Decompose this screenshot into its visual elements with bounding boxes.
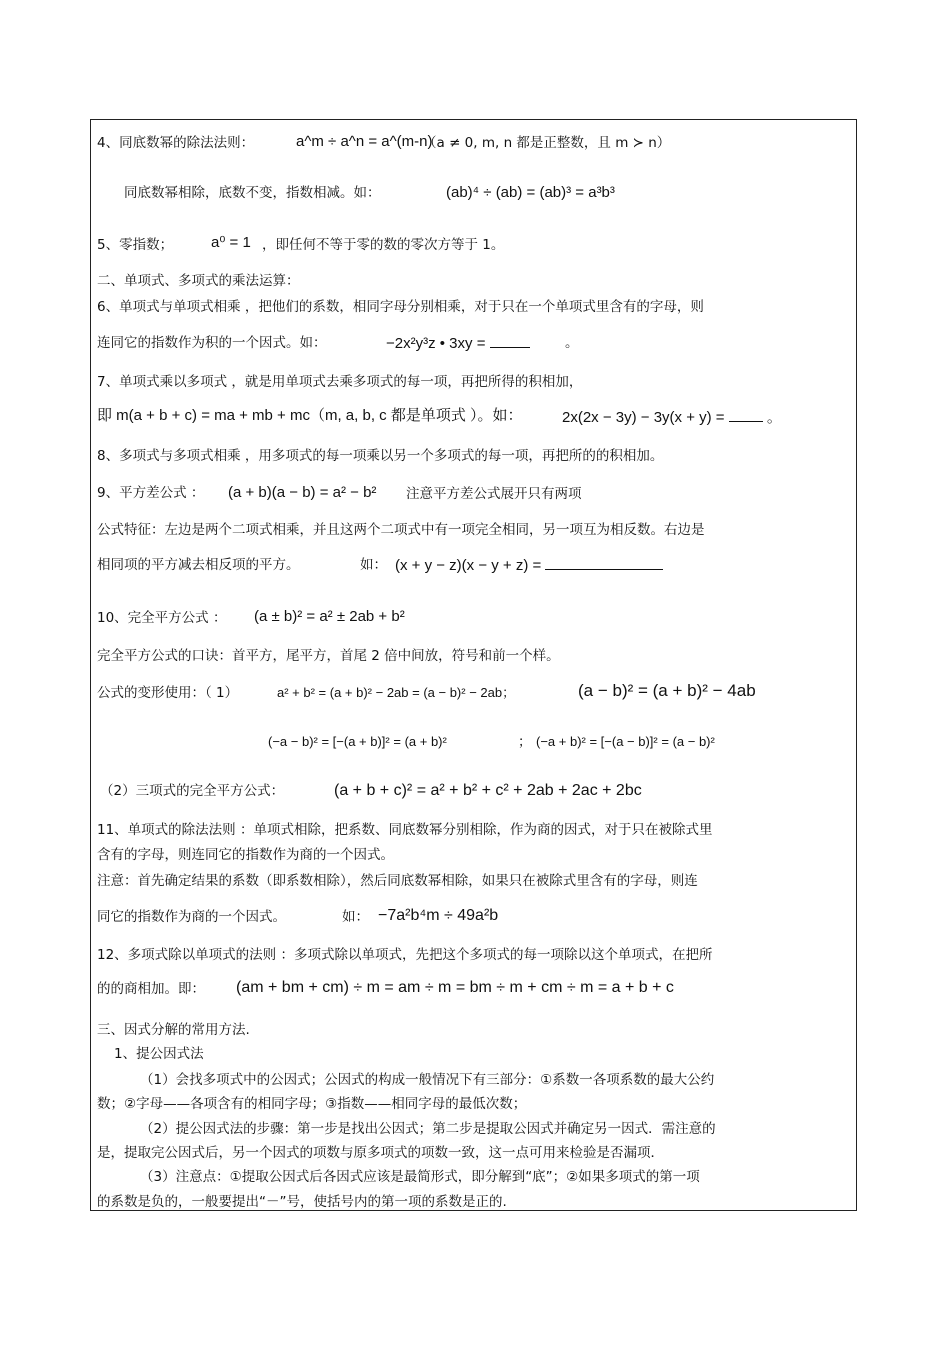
rule-6-example-wrap xyxy=(386,333,530,353)
rule-7-line2: 即 m(a + b + c) = ma + mb + mc（m, a, b, c 都是单项式 ）。如： xyxy=(97,407,523,424)
rule-11-line1: 11、单项式的除法法则 ：单项式相除，把系数、同底数幂分别相除，作为商的因式，对于只在被除式里 xyxy=(97,822,713,838)
rule-10-trinomial-label: （2）三项式的完全平方公式： xyxy=(100,783,285,799)
rule-7-line1: 7、单项式乘以多项式 ，就是用单项式去乘多项式的每一项，再把所得的积相加， xyxy=(97,374,583,390)
method-1-p2-line2: 是，提取完公因式后，另一个因式的项数与原多项式的项数一致，这一点可用来检验是否漏项． xyxy=(97,1145,664,1161)
rule-11-example-label: 如： xyxy=(342,909,369,925)
rule-11-example: −7a²b⁴m ÷ 49a²b xyxy=(378,907,499,924)
rule-9-example-wrap xyxy=(395,555,663,575)
method-1-p2-line1: （2）提公因式法的步骤：第一步是找出公因式；第二步是提取公因式并确定另一因式．需注意的 xyxy=(140,1121,716,1137)
rule-6-example: −2x²y³z • 3xy = xyxy=(386,335,486,352)
method-1-p1-line2: 数；②字母——各项含有的相同字母；③指数——相同字母的最低次数； xyxy=(97,1096,527,1112)
rule-9-example: (x + y − z)(x − y + z) = xyxy=(395,557,542,574)
rule-11-line2: 含有的字母，则连同它的指数作为商的一个因式。 xyxy=(97,847,394,863)
rule-4-line xyxy=(97,134,254,152)
rule-5-explain: ，即任何不等于零的数的零次方等于 1。 xyxy=(262,237,505,253)
rule-4-title: 4、同底数幂的除法法则： xyxy=(97,135,255,151)
method-1-title: 1、提公因式法 xyxy=(114,1046,204,1062)
method-1-p3-line2: 的系数是负的，一般要提出“－”号，使括号内的第一项的系数是正的. xyxy=(97,1194,507,1210)
rule-7-example-wrap xyxy=(562,407,782,427)
rule-5-title: 5、零指数； xyxy=(97,237,174,253)
rule-7-end: 。 xyxy=(766,409,782,426)
rule-10-variant-2: (a − b)² = (a + b)² − 4ab xyxy=(578,681,756,700)
method-1-p1-line1: （1）会找多项式中的公因式；公因式的构成一般情况下有三部分：①系数一各项系数的最大公约 xyxy=(140,1072,715,1088)
answer-blank xyxy=(545,555,663,570)
rule-12-line1: 12、多项式除以单项式的法则 ：多项式除以单项式，先把这个多项式的每一项除以这个单项式，在把所 xyxy=(97,947,713,963)
separator: ； xyxy=(518,734,532,750)
rule-6-line2: 连同它的指数作为积的一个因式。如： xyxy=(97,335,327,351)
method-1-p3-line1: （3）注意点：①提取公因式后各因式应该是最简形式，即分解到“底”；②如果多项式的第一项 xyxy=(140,1169,700,1185)
rule-10-variant-4: (−a + b)² = [−(a − b)]² = (a − b)² xyxy=(536,734,715,749)
rule-10-variant-1: a² + b² = (a + b)² − 2ab = (a − b)² − 2ab； xyxy=(277,685,516,700)
rule-9-note: 注意平方差公式展开只有两项 xyxy=(406,486,582,502)
rule-4-explain: 同底数幂相除，底数不变，指数相减。如： xyxy=(124,185,381,201)
rule-4-example: (ab)⁴ ÷ (ab) = (ab)³ = a³b³ xyxy=(446,184,615,201)
rule-11-note-2: 同它的指数作为商的一个因式。 xyxy=(97,909,286,925)
rule-4-condition: （a ≠ 0, m, n 都是正整数，且 m ≻ n） xyxy=(423,135,671,151)
rule-9-feature-2: 相同项的平方减去相反项的平方。 xyxy=(97,557,300,573)
rule-12-formula: (am + bm + cm) ÷ m = am ÷ m = bm ÷ m + cm ÷ m = a + b + c xyxy=(236,979,674,996)
rule-5-formula: a⁰ = 1 xyxy=(211,234,251,251)
rule-10-mnemonic: 完全平方公式的口诀：首平方，尾平方，首尾 2 倍中间放，符号和前一个样。 xyxy=(97,648,560,664)
rule-8-line: 8、多项式与多项式相乘 ，用多项式的每一项乘以另一个多项式的每一项，再把所的的积相加。 xyxy=(97,448,664,464)
rule-11-note: 注意：首先确定结果的系数（即系数相除），然后同底数幂相除，如果只在被除式里含有的字母，则连 xyxy=(97,873,698,889)
rule-10-variant-3: (−a − b)² = [−(a + b)]² = (a + b)² xyxy=(268,734,447,749)
rule-10-formula: (a ± b)² = a² ± 2ab + b² xyxy=(254,608,405,625)
answer-blank xyxy=(729,407,763,422)
rule-9-title: 9、平方差公式 ： xyxy=(97,485,205,501)
rule-9-formula: (a + b)(a − b) = a² − b² xyxy=(228,484,377,501)
rule-4-formula: a^m ÷ a^n = a^(m-n) xyxy=(296,133,433,150)
section-2-heading: 二、单项式、多项式的乘法运算： xyxy=(97,273,300,289)
rule-9-feature-1: 公式特征：左边是两个二项式相乘，并且这两个二项式中有一项完全相同，另一项互为相反数。右边是 xyxy=(97,522,705,538)
rule-6-line1: 6、单项式与单项式相乘 ，把他们的系数，相同字母分别相乘，对于只在一个单项式里含有的字母，则 xyxy=(97,299,704,315)
rule-9-example-label: 如： xyxy=(360,557,387,573)
rule-12-line2: 的的商相加。即： xyxy=(97,981,205,997)
rule-10-variant-label: 公式的变形使用：（ 1） xyxy=(97,685,239,701)
rule-10-title: 10、完全平方公式 ： xyxy=(97,610,227,626)
section-3-heading: 三、因式分解的常用方法. xyxy=(97,1022,250,1038)
answer-blank xyxy=(490,333,530,348)
rule-7-example: 2x(2x − 3y) − 3y(x + y) = xyxy=(562,409,725,426)
rule-10-trinomial-formula: (a + b + c)² = a² + b² + c² + 2ab + 2ac + 2bc xyxy=(334,782,642,799)
rule-6-end: 。 xyxy=(565,335,579,351)
